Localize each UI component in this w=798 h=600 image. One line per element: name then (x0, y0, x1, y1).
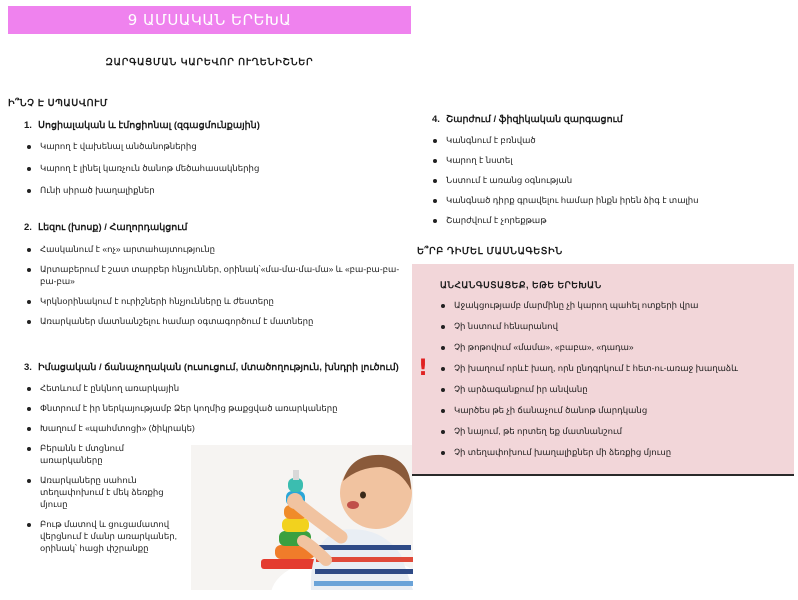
section-3-label: Իմացական / ճանաչողական (ուսուցում, մտածողություն, խնդրի լուծում) (38, 362, 399, 373)
list-item: Առարկաները սահուն տեղափոխում է մեկ ձեռքից մյուսը (26, 474, 180, 510)
list-item: Հետևում է ընկնող առարկային (26, 382, 406, 394)
list-item: Կարող է լինել կառչուն ծանոթ մեծահասակներից (26, 162, 406, 174)
list-item: Չի նայում, թե որտեղ եք մատնանշում (440, 425, 790, 437)
section-4-list (432, 134, 792, 226)
list-item: Շարժվում է չորեքթաթ (432, 214, 792, 226)
list-item: Կրկնօրինակում է ուրիշների հնչյունները և ժեստերը (26, 295, 406, 307)
section-1-list (26, 140, 406, 196)
section-1-number: 1. (24, 120, 32, 131)
toy-ring-yellow (282, 518, 309, 532)
list-item: Արտաբերում է շատ տարբեր հնչյուններ, օրինակ՝«մա-մա-մա-մա» և «բա-բա-բա-բա-բա» (26, 263, 400, 287)
list-item: Փնտրում է իր ներկայությամբ Ձեր կողմից թաքցված առարկաները (26, 402, 406, 414)
list-item: Բութ մատով և ցուցամատով վերցնում է մանր առարկաներ, օրինակ՝ հացի փշրանքը (26, 518, 185, 554)
page-banner: 9 ԱՄՍԱԿԱՆ ԵՐԵԽԱ (8, 6, 411, 34)
list-item: Կանգնում է բռնված (432, 134, 792, 146)
consult-heading: Ե՞ՐԲ ԴԻՄԵԼ ՄԱՍՆԱԳԵՏԻՆ (417, 246, 563, 257)
page-subtitle: ԶԱՐԳԱՑՄԱՆ ԿԱՐԵՎՈՐ ՈՒՂԵՆԻՇՆԵՐ (105, 57, 314, 68)
list-item: Չի խաղում որևէ խաղ, որն ընդգրկում է հետ-ու-առաջ խաղաձև (440, 362, 790, 374)
list-item: Կարող է վախենալ անծանոթներից (26, 140, 406, 152)
list-item: Չի արձագանքում իր անվանը (440, 383, 790, 395)
list-item: Չի թոթովում «մամա», «բաբա», «դադա» (440, 341, 790, 353)
list-item: Խաղում է «պահմտոցի» (ծիկրակե) (26, 422, 406, 434)
list-item: Բերանն է մտցնում առարկաները (26, 442, 180, 466)
expect-heading: Ի՞ՆՉ Է ՍՊԱՍՎՈՒՄ (8, 98, 108, 109)
section-4-label: Շարժում / ֆիզիկական զարգացում (446, 114, 623, 125)
section-1-label: Սոցիալական և էմոցիոնալ (զգացմունքային) (38, 120, 260, 131)
list-item: Կարծես թե չի ճանաչում ծանոթ մարդկանց (440, 404, 790, 416)
section-3-number: 3. (24, 362, 32, 373)
section-4-number: 4. (432, 114, 440, 125)
list-item: Ունի սիրած խաղալիքներ (26, 184, 406, 196)
section-3-title (24, 362, 399, 373)
warning-title: ԱՆՀԱՆԳՍՏԱՑԵՔ, ԵԹԵ ԵՐԵԽԱՆ (440, 280, 602, 290)
section-4-title (432, 114, 623, 125)
section-1-title (24, 120, 260, 131)
warning-list (440, 299, 790, 458)
exclamation-icon: ! (418, 356, 429, 381)
list-item: Կանգնած դիրք գրավելու համար ինքն իրեն ձիգ է տալիս (432, 194, 792, 206)
section-2-list (26, 243, 406, 327)
toy-peg (293, 470, 299, 480)
list-item: Չի տեղափոխում խաղալիքներ մի ձեռքից մյուսը (440, 446, 790, 458)
section-2-label: Լեզու (խոսք) / Հաղորդակցում (38, 222, 188, 233)
list-item: Չի նստում հենարանով (440, 320, 790, 332)
list-item: Հասկանում է «ոչ» արտահայտությունը (26, 243, 406, 255)
baby-photo (191, 445, 413, 590)
list-item: Աջակցությամբ մարմինը չի կարող պահել ոտքերի վրա (440, 299, 790, 311)
list-item: Առարկաներ մատնանշելու համար օգտագործում է մատները (26, 315, 406, 327)
section-2-title (24, 222, 187, 233)
toy-ring-teal (288, 478, 303, 492)
list-item: Կարող է նստել (432, 154, 792, 166)
list-item: Նստում է առանց օգնության (432, 174, 792, 186)
section-2-number: 2. (24, 222, 32, 233)
